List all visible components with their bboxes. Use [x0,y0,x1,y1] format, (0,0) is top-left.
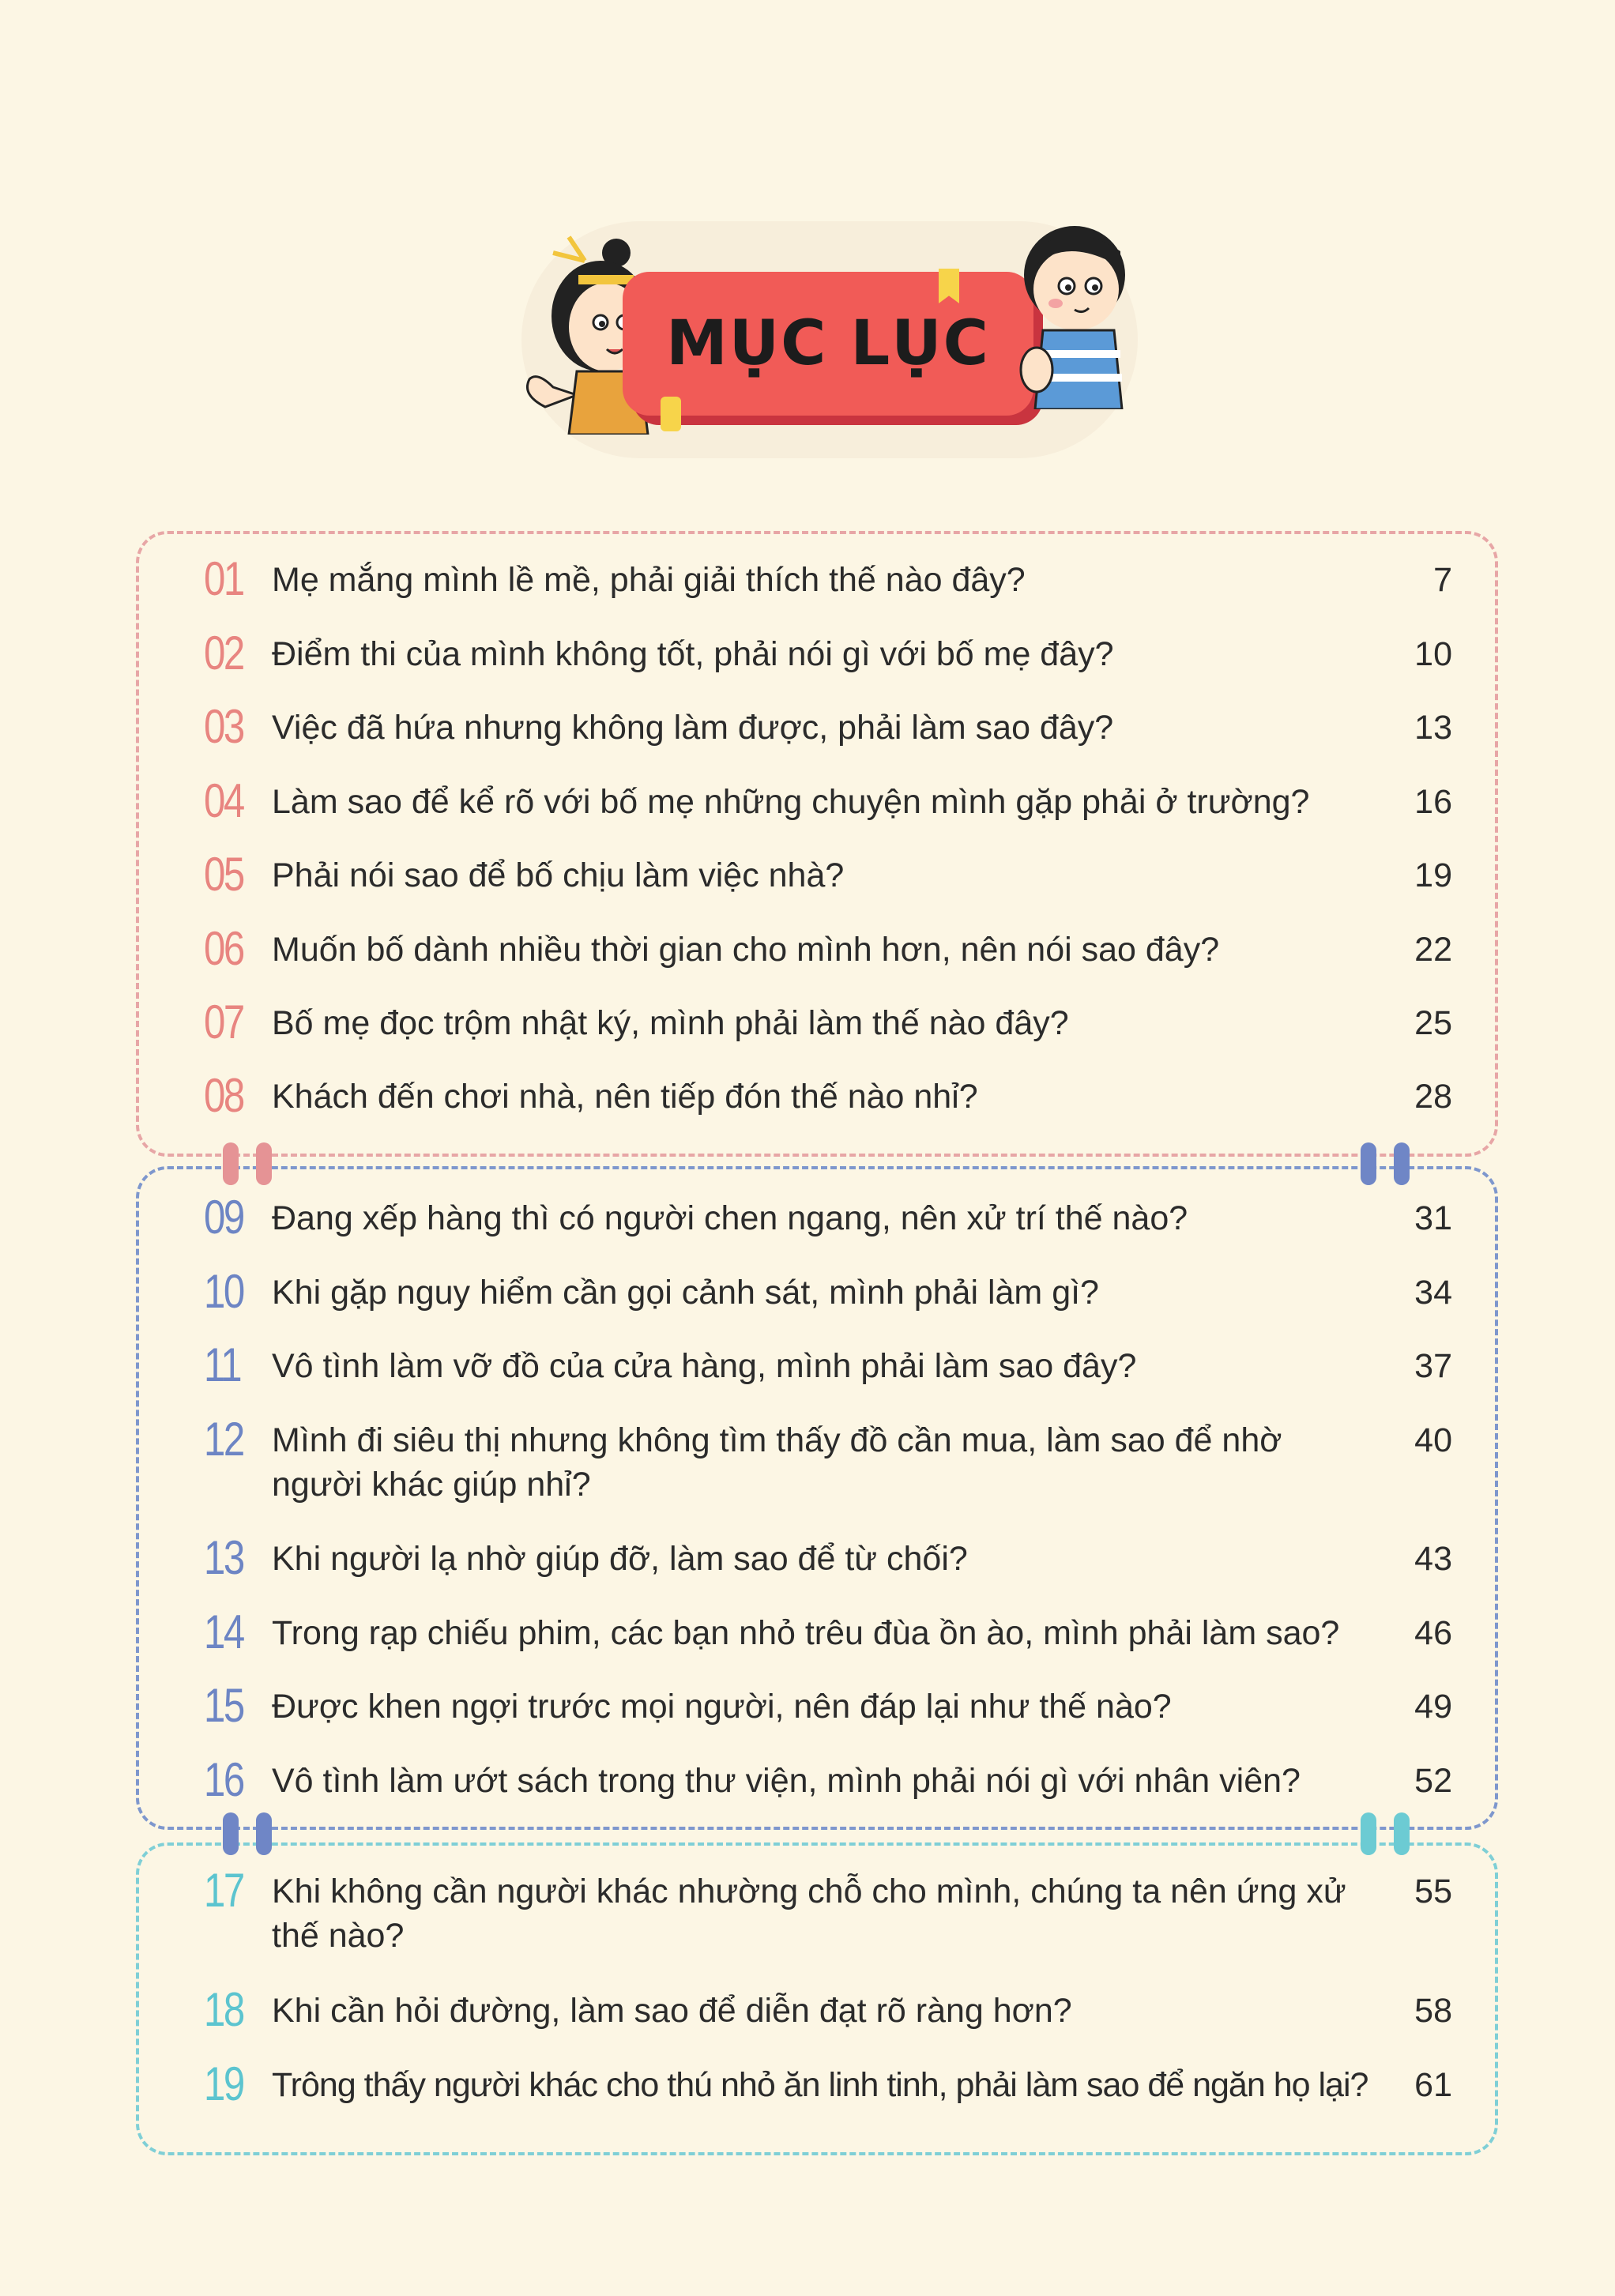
entry-page: 28 [1414,1078,1452,1116]
entry-title: Đang xếp hàng thì có người chen ngang, nên xử trí thế nào? [272,1199,1188,1237]
entry-page: 19 [1414,856,1452,894]
entry-number: 18 [204,1983,243,2036]
entry-page: 7 [1433,561,1452,599]
entry-title: Khách đến chơi nhà, nên tiếp đón thế nào nhỉ? [272,1078,978,1116]
entry-number: 04 [204,774,243,827]
entry-page: 55 [1414,1873,1452,1910]
entry-title: Bố mẹ đọc trộm nhật ký, mình phải làm thế nào đây? [272,1004,1069,1042]
entry-number: 17 [204,1864,243,1917]
entry-number: 16 [204,1753,243,1806]
entry-number: 12 [204,1413,243,1466]
entry-title: Trông thấy người khác cho thú nhỏ ăn linh tinh, phải làm sao để ngăn họ lại? [272,2066,1368,2104]
entry-number: 01 [204,552,243,605]
entry-title: Phải nói sao để bố chịu làm việc nhà? [272,856,845,894]
title-banner [623,272,1033,416]
entry-title: Làm sao để kể rõ với bố mẹ những chuyện mình gặp phải ở trường? [272,783,1310,821]
entry-number: 06 [204,922,243,975]
binder-ring-icon [223,1812,239,1855]
entry-title: Điểm thi của mình không tốt, phải nói gì với bố mẹ đây? [272,635,1114,673]
entry-title: Mình đi siêu thị nhưng không tìm thấy đồ cần mua, làm sao để nhờ người khác giúp nhỉ? [272,1421,1282,1504]
entry-title: Vô tình làm vỡ đồ của cửa hàng, mình phải làm sao đây? [272,1347,1137,1385]
entry-page: 52 [1414,1762,1452,1800]
bookmark-tab-icon [661,397,681,431]
entry-number: 14 [204,1605,243,1658]
binder-ring-icon [223,1142,239,1185]
entry-page: 49 [1414,1688,1452,1726]
entry-page: 37 [1414,1347,1452,1385]
entry-number: 13 [204,1531,243,1584]
entry-number: 10 [204,1265,243,1318]
page-title: MỤC LỤC [666,308,990,379]
entry-page: 34 [1414,1274,1452,1312]
binder-ring-icon [1361,1812,1376,1855]
binder-ring-icon [1394,1142,1410,1185]
entry-title: Được khen ngợi trước mọi người, nên đáp lại như thế nào? [272,1688,1172,1726]
entry-number: 11 [204,1338,241,1391]
entry-page: 25 [1414,1004,1452,1042]
entry-number: 08 [204,1069,243,1122]
entry-number: 19 [204,2057,243,2110]
entry-page: 40 [1414,1421,1452,1459]
entry-page: 13 [1414,709,1452,747]
binder-ring-icon [1394,1812,1410,1855]
entry-number: 09 [204,1191,243,1244]
entry-number: 05 [204,848,243,901]
entry-page: 58 [1414,1992,1452,2030]
entry-title: Mẹ mắng mình lề mề, phải giải thích thế nào đây? [272,561,1026,599]
entry-page: 43 [1414,1540,1452,1578]
entry-page: 61 [1414,2066,1452,2104]
entry-title: Việc đã hứa nhưng không làm được, phải làm sao đây? [272,709,1114,747]
entry-page: 31 [1414,1199,1452,1237]
entry-number: 02 [204,627,243,679]
entry-title: Vô tình làm ướt sách trong thư viện, mình phải nói gì với nhân viên? [272,1762,1301,1800]
header-banner [506,205,1154,474]
entry-page: 46 [1414,1614,1452,1652]
toc-section-1 [136,531,1498,1157]
entry-page: 22 [1414,931,1452,969]
entry-title: Khi cần hỏi đường, làm sao để diễn đạt rõ ràng hơn? [272,1992,1072,2030]
entry-number: 07 [204,996,243,1048]
entry-title: Muốn bố dành nhiều thời gian cho mình hơn, nên nói sao đây? [272,931,1220,969]
binder-ring-icon [256,1142,272,1185]
entry-page: 16 [1414,783,1452,821]
entry-number: 03 [204,700,243,753]
entry-title: Khi không cần người khác nhường chỗ cho mình, chúng ta nên ứng xử thế nào? [272,1873,1346,1955]
entry-number: 15 [204,1679,243,1732]
entry-page: 10 [1414,635,1452,673]
binder-ring-icon [256,1812,272,1855]
entry-title: Khi gặp nguy hiểm cần gọi cảnh sát, mình phải làm gì? [272,1274,1099,1312]
binder-ring-icon [1361,1142,1376,1185]
entry-title: Trong rạp chiếu phim, các bạn nhỏ trêu đùa ồn ào, mình phải làm sao? [272,1614,1340,1652]
boy-illustration-icon [988,212,1146,409]
entry-title: Khi người lạ nhờ giúp đỡ, làm sao để từ chối? [272,1540,968,1578]
